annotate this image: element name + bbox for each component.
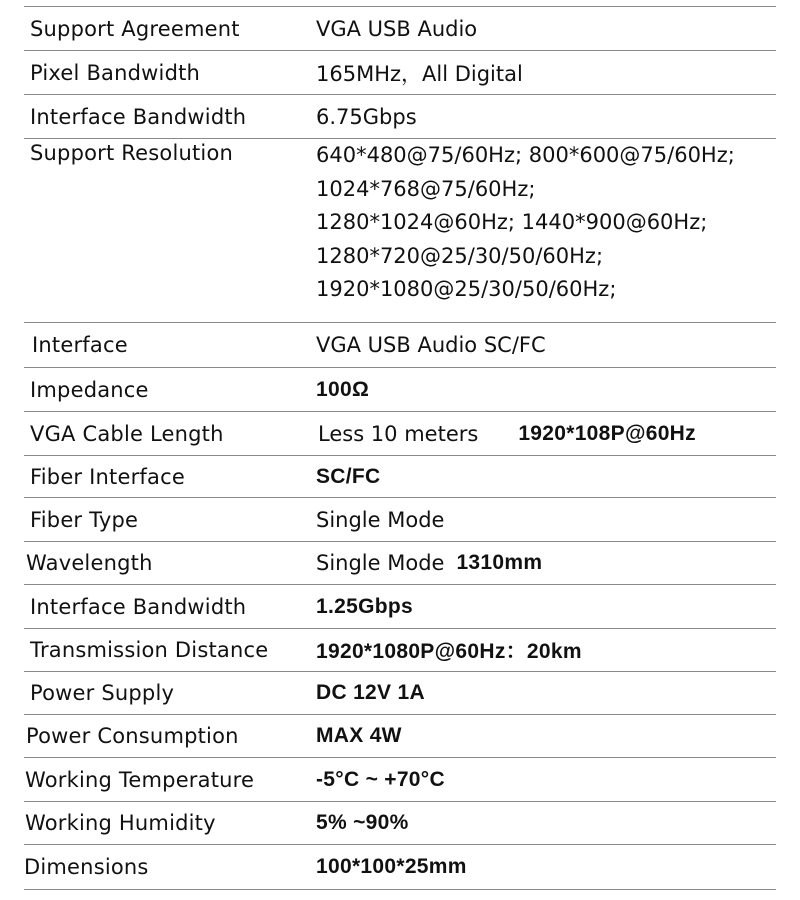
spec-value: 1.25Gbps	[316, 594, 413, 618]
resolution-line: 1920*1080@25/30/50/60Hz;	[316, 277, 617, 301]
spec-value: Single Mode	[316, 551, 445, 575]
spec-label: Dimensions	[24, 855, 149, 879]
spec-label: Interface Bandwidth	[30, 594, 247, 619]
spec-row-support-agreement	[24, 7, 776, 51]
spec-row-pixel-bandwidth	[24, 51, 776, 95]
spec-value: VGA USB Audio	[316, 16, 478, 41]
spec-row-transmission-distance	[24, 629, 776, 672]
resolution-list	[316, 139, 776, 322]
resolution-line: 1024*768@75/60Hz;	[316, 176, 536, 201]
spec-row-dimensions	[24, 845, 776, 890]
spec-value-extra: 1920*108P@60Hz	[518, 421, 696, 445]
spec-value: 5% ~90%	[316, 811, 409, 834]
spec-label: Fiber Interface	[30, 464, 185, 489]
spec-row-wavelength	[24, 542, 776, 585]
spec-label: Working Temperature	[25, 767, 255, 792]
spec-row-interface	[24, 323, 776, 368]
spec-row-interface-bandwidth-2	[24, 585, 776, 629]
spec-label: VGA Cable Length	[30, 421, 224, 446]
spec-value-group	[316, 542, 776, 584]
spec-label: Power Supply	[30, 681, 175, 705]
spec-row-power-consumption	[24, 715, 776, 758]
spec-label: Working Humidity	[25, 811, 216, 835]
spec-value: 165MHz，All Digital	[316, 61, 523, 86]
spec-row-impedance	[24, 368, 776, 412]
spec-row-working-temperature	[24, 758, 776, 802]
spec-value: 100*100*25mm	[316, 855, 467, 878]
resolution-line: 1280*720@25/30/50/60Hz;	[316, 243, 604, 268]
spec-value: Single Mode	[316, 507, 445, 532]
spec-label: Impedance	[30, 377, 149, 402]
spec-label: Transmission Distance	[30, 638, 269, 662]
spec-value: VGA USB Audio SC/FC	[316, 333, 546, 357]
spec-label: Interface Bandwidth	[30, 104, 247, 129]
spec-row-interface-bandwidth	[24, 95, 776, 139]
spec-label: Interface	[32, 333, 128, 357]
spec-row-power-supply	[24, 672, 776, 715]
spec-value: SC/FC	[316, 464, 381, 488]
spec-label: Pixel Bandwidth	[30, 60, 201, 85]
resolution-line: 1280*1024@60Hz; 1440*900@60Hz;	[316, 210, 708, 234]
spec-value: 6.75Gbps	[316, 104, 417, 129]
spec-value: 100Ω	[316, 377, 370, 401]
spec-label: Power Consumption	[26, 724, 239, 748]
spec-label: Support Agreement	[30, 16, 240, 41]
spec-value: 1920*1080P@60Hz：20km	[316, 640, 582, 663]
spec-value: MAX 4W	[316, 724, 402, 747]
spec-label: Wavelength	[26, 551, 153, 575]
spec-value: -5°C ~ +70°C	[316, 767, 445, 791]
spec-row-support-resolution	[24, 139, 776, 323]
spec-row-working-humidity	[24, 802, 776, 845]
resolution-line: 640*480@75/60Hz; 800*600@75/60Hz;	[316, 143, 735, 167]
spec-label: Support Resolution	[30, 141, 234, 165]
spec-value-group	[316, 412, 776, 455]
spec-label: Fiber Type	[30, 507, 139, 532]
spec-table	[24, 6, 776, 890]
spec-row-fiber-type	[24, 498, 776, 542]
spec-row-vga-cable-length	[24, 412, 776, 456]
spec-value: DC 12V 1A	[316, 681, 425, 704]
spec-value: Less 10 meters	[318, 421, 479, 446]
spec-row-fiber-interface	[24, 456, 776, 498]
spec-value-extra: 1310mm	[456, 551, 543, 574]
